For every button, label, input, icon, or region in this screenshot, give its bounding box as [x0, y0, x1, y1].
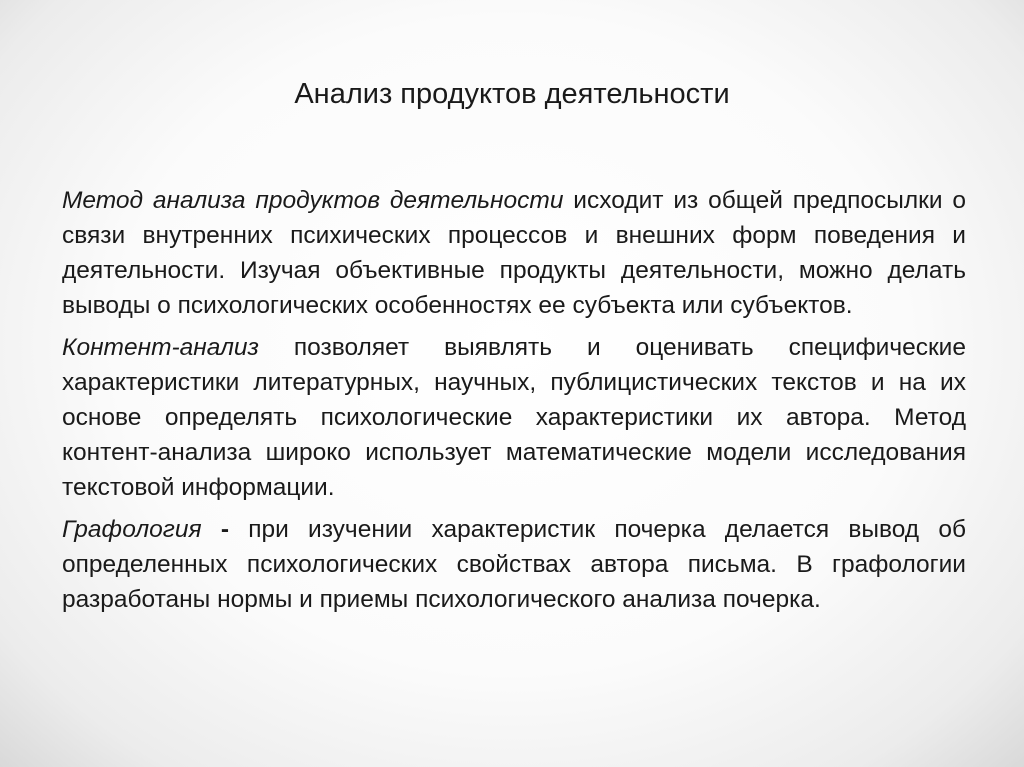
paragraph-content-analysis-text2: Метод контент-анализа широко использует математические модели исследования текстовой информации.	[62, 404, 966, 501]
term-content-analysis: Контент-анализ	[62, 334, 259, 361]
slide-title: Анализ продуктов деятельности	[294, 78, 730, 110]
slide-body	[62, 183, 966, 624]
paragraph-graphology	[62, 512, 966, 617]
paragraph-content-analysis-text: позволяет выявлять и оценивать специфические характеристики литературных, научных, публицистических текстов и на их основе определять психологические характеристики их автора.	[62, 334, 966, 431]
paragraph-method-text: исходит из общей предпосылки о связи внутренних психических процессов и внешних форм поведения и деятельности. Изучая объективные продукты деятельности, можно делать выводы о психологических особенностях ее субъекта или субъектов.	[62, 187, 966, 319]
graphology-dash: -	[201, 516, 229, 543]
paragraph-graphology-text: при изучении характеристик почерка делается вывод об определенных психологических свойствах автора письма. В графологии разработаны нормы и приемы психологического анализа почерка.	[62, 516, 966, 613]
paragraph-method	[62, 183, 966, 323]
term-method: Метод анализа продуктов деятельности	[62, 187, 564, 214]
paragraph-content-analysis	[62, 330, 966, 505]
term-graphology: Графология	[62, 516, 202, 543]
